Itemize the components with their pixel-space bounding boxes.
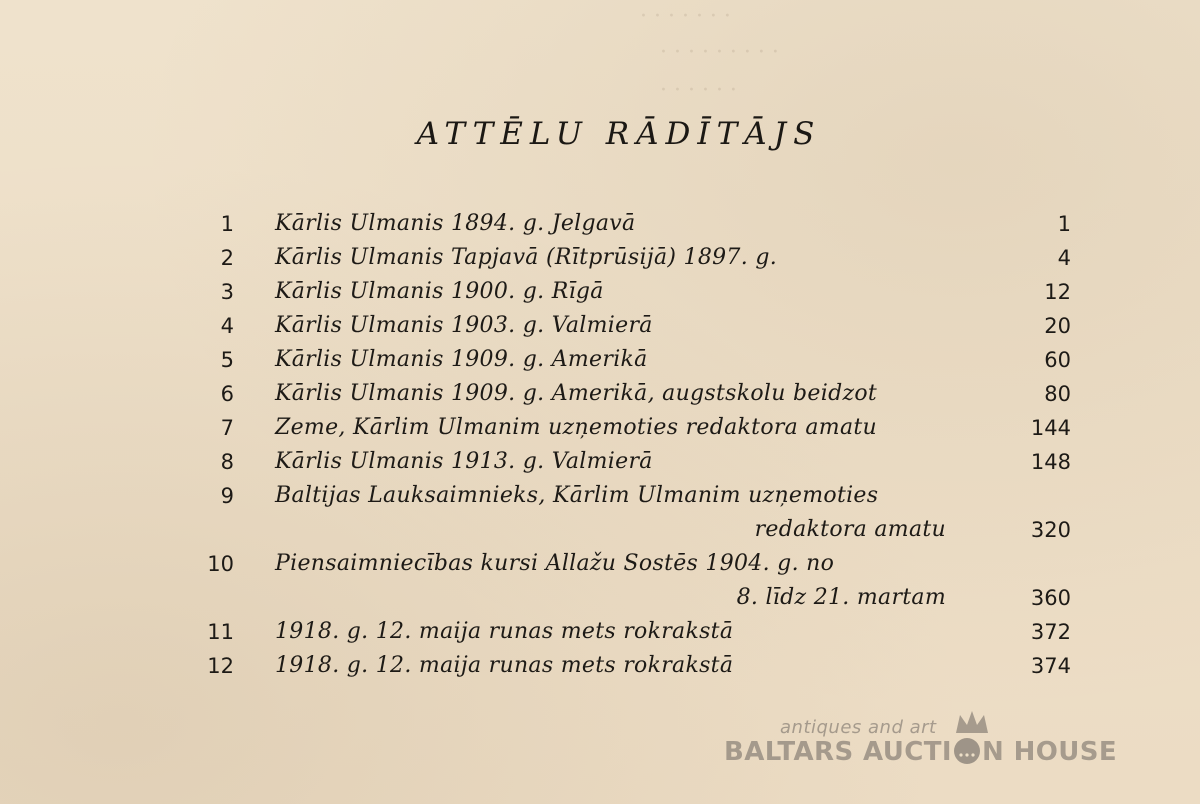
entry-caption: Kārlis Ulmanis 1909. g. Amerikā, augstskolu beidzot bbox=[275, 381, 878, 406]
entry-page-number: 12 bbox=[1044, 280, 1071, 304]
entry-caption: 1918. g. 12. maija runas mets rokrakstā bbox=[275, 653, 734, 678]
entry-number: 4 bbox=[220, 314, 234, 338]
entry-page-number: 148 bbox=[1030, 450, 1071, 474]
entry-number: 5 bbox=[220, 348, 234, 372]
entry-caption: Piensaimniecības kursi Allažu Sostēs 1904. g. no bbox=[275, 551, 835, 576]
entry-caption: Baltijas Lauksaimnieks, Kārlim Ulmanim uzņemoties bbox=[275, 483, 879, 508]
entry-number: 1 bbox=[220, 212, 234, 236]
entry-caption: Zeme, Kārlim Ulmanim uzņemoties redaktora amatu bbox=[275, 415, 877, 440]
entry-caption: Kārlis Ulmanis 1903. g. Valmierā bbox=[275, 313, 653, 338]
entry-caption: 1918. g. 12. maija runas mets rokrakstā bbox=[275, 619, 734, 644]
watermark bbox=[722, 715, 1122, 785]
show-through-text: · · · · · · bbox=[660, 78, 737, 103]
index-entry-row bbox=[0, 581, 1200, 615]
index-entry-row bbox=[0, 445, 1200, 479]
crown-icon bbox=[952, 707, 992, 739]
entry-caption: Kārlis Ulmanis Tapjavā (Rītprūsijā) 1897. g. bbox=[275, 245, 777, 270]
entry-page-number: 144 bbox=[1030, 416, 1071, 440]
entry-page-number: 374 bbox=[1030, 654, 1071, 678]
entry-page-number: 80 bbox=[1044, 382, 1071, 406]
entry-number: 7 bbox=[220, 416, 234, 440]
index-entry-row bbox=[0, 649, 1200, 683]
entry-caption: Kārlis Ulmanis 1894. g. Jelgavā bbox=[275, 211, 636, 236]
index-entry-row bbox=[0, 547, 1200, 581]
entry-page-number: 320 bbox=[1030, 518, 1071, 542]
entry-page-number: 4 bbox=[1057, 246, 1071, 270]
watermark-brand-right: N HOUSE bbox=[981, 737, 1118, 767]
circle-logo-icon bbox=[952, 737, 982, 765]
entry-number: 10 bbox=[207, 552, 234, 576]
entry-caption: Kārlis Ulmanis 1913. g. Valmierā bbox=[275, 449, 653, 474]
entry-number: 6 bbox=[220, 382, 234, 406]
show-through-text: · · · · · · · bbox=[640, 4, 731, 29]
entry-page-number: 60 bbox=[1044, 348, 1071, 372]
entry-page-number: 360 bbox=[1030, 586, 1071, 610]
entry-page-number: 372 bbox=[1030, 620, 1071, 644]
index-entry-row bbox=[0, 343, 1200, 377]
watermark-brand-left: BALTARS AUCTI bbox=[724, 737, 952, 767]
entry-caption: Kārlis Ulmanis 1900. g. Rīgā bbox=[275, 279, 604, 304]
entry-number: 12 bbox=[207, 654, 234, 678]
entry-caption-continued: redaktora amatu bbox=[754, 517, 946, 542]
entry-page-number: 1 bbox=[1057, 212, 1071, 236]
index-entry-row bbox=[0, 309, 1200, 343]
entry-number: 3 bbox=[220, 280, 234, 304]
index-entry-row bbox=[0, 377, 1200, 411]
entry-number: 8 bbox=[220, 450, 234, 474]
index-entry-row bbox=[0, 479, 1200, 513]
entry-caption-continued: 8. līdz 21. martam bbox=[736, 585, 946, 610]
entry-caption: Kārlis Ulmanis 1909. g. Amerikā bbox=[275, 347, 648, 372]
index-entry-row bbox=[0, 411, 1200, 445]
page-title: ATTĒLU RĀDĪTĀJS bbox=[416, 116, 822, 152]
entry-number: 11 bbox=[207, 620, 234, 644]
watermark-tagline: antiques and art bbox=[780, 717, 937, 738]
watermark-brand bbox=[724, 737, 1117, 767]
entry-number: 9 bbox=[220, 484, 234, 508]
entry-page-number: 20 bbox=[1044, 314, 1071, 338]
index-entry-row bbox=[0, 207, 1200, 241]
entry-number: 2 bbox=[220, 246, 234, 270]
show-through-text: · · · · · · · · · bbox=[660, 40, 779, 65]
index-entry-row bbox=[0, 615, 1200, 649]
index-entry-row bbox=[0, 241, 1200, 275]
index-entry-row bbox=[0, 275, 1200, 309]
index-entry-row bbox=[0, 513, 1200, 547]
